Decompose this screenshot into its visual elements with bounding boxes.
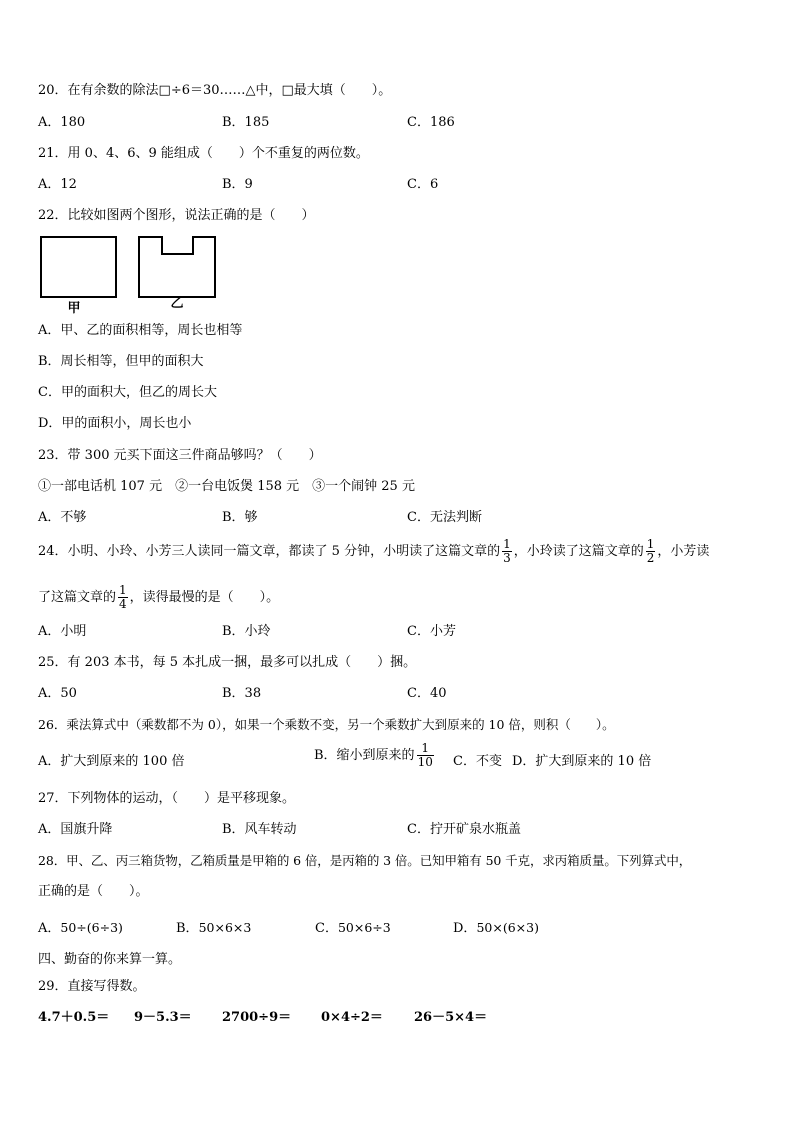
q24-fraction-1-den: 3: [503, 551, 511, 565]
q26-option-b-fraction: [417, 742, 434, 769]
q27-option-c[interactable]: C．拧开矿泉水瓶盖: [407, 822, 521, 837]
figure-jia-rectangle: [41, 237, 116, 297]
section-4-title: 四、勤奋的你来算一算。: [38, 952, 182, 967]
q26-fraction-den: 10: [417, 755, 433, 769]
q24-fraction-2-den: 2: [646, 551, 655, 565]
q23-option-a[interactable]: A．不够: [38, 510, 87, 525]
q28-option-a-label: A．: [38, 921, 61, 936]
q22-option-c[interactable]: C．甲的面积大，但乙的周长大: [38, 385, 217, 400]
q28-stem-line1: 28．甲、乙、丙三箱货物，乙箱质量是甲箱的 6 倍，是丙箱的 3 倍。已知甲箱有 50 千克，求丙箱质量。下列算式中，: [38, 853, 692, 868]
q26-fraction-num: 1: [417, 742, 434, 756]
q29-expression: 9－5.3＝: [134, 1010, 192, 1025]
q26-option-d[interactable]: D．扩大到原来的 10 倍: [512, 754, 652, 769]
q28-option-c-expr: 50×6÷3: [337, 920, 391, 935]
q20-option-a[interactable]: A．180: [38, 115, 86, 130]
q28-option-b[interactable]: [176, 919, 251, 938]
q24-option-b[interactable]: B．小玲: [222, 624, 271, 639]
q24-stem-part1: 24．小明、小玲、小芳三人读同一篇文章，都读了 5 分钟，小明读了这篇文章的: [38, 544, 501, 559]
q25-option-b[interactable]: B．38: [222, 686, 262, 701]
figure-jia-label: 甲: [67, 301, 81, 314]
q24-stem-part3: ，小芳读: [657, 544, 710, 559]
q28-option-b-label: B．: [176, 921, 199, 936]
q22-stem: 22．比较如图两个图形，说法正确的是（ ）: [38, 208, 315, 223]
q22-figure: [38, 232, 223, 314]
q22-option-a[interactable]: A．甲、乙的面积相等，周长也相等: [38, 323, 243, 338]
q28-option-a[interactable]: [38, 919, 123, 938]
figure-yi-label: 乙: [170, 296, 184, 311]
q28-stem-line2: 正确的是（ ）。: [38, 884, 149, 899]
q28-option-d-expr: 50×(6×3): [476, 920, 539, 935]
figure-yi-notched-shape: [139, 237, 215, 297]
q26-option-b-text: B．缩小到原来的: [314, 748, 415, 763]
q28-option-c[interactable]: [315, 919, 391, 938]
q28-option-d[interactable]: [453, 919, 539, 938]
q29-expression: 26－5×4＝: [414, 1010, 488, 1025]
q28-option-c-label: C．: [315, 921, 338, 936]
q22-option-b[interactable]: B．周长相等，但甲的面积大: [38, 354, 204, 369]
q28-option-b-expr: 50×6×3: [198, 920, 252, 935]
q24-stem-line2: [38, 583, 279, 613]
q24-fraction-2-num: 1: [646, 537, 655, 551]
q23-option-c[interactable]: C．无法判断: [407, 510, 482, 525]
q26-option-b[interactable]: [314, 741, 436, 771]
q23-items: ①一部电话机 107 元 ②一台电饭煲 158 元 ③一个闹钟 25 元: [38, 479, 415, 494]
q24-fraction-1-num: 1: [503, 537, 511, 551]
q20-stem: 20．在有余数的除法□÷6＝30……△中，□最大填（ ）。: [38, 83, 392, 98]
q22-option-d[interactable]: D．甲的面积小，周长也小: [38, 416, 192, 431]
q29-stem: 29．直接写得数。: [38, 979, 146, 994]
q24-fraction-3-num: 1: [119, 583, 127, 597]
q26-option-c[interactable]: C．不变: [453, 754, 502, 769]
q21-option-c[interactable]: C．6: [407, 177, 439, 192]
q24-fraction-3-den: 4: [119, 597, 127, 611]
q24-option-a[interactable]: A．小明: [38, 624, 87, 639]
q28-option-d-label: D．: [453, 921, 477, 936]
q23-stem: 23．带 300 元买下面这三件商品够吗？（ ）: [38, 448, 322, 463]
q21-stem: 21．用 0、4、6、9 能组成（ ）个不重复的两位数。: [38, 146, 369, 161]
q25-option-c[interactable]: C．40: [407, 686, 447, 701]
q24-option-c[interactable]: C．小芳: [407, 624, 456, 639]
q20-option-c[interactable]: C．186: [407, 115, 455, 130]
q25-stem: 25．有 203 本书，每 5 本扎成一捆，最多可以扎成（ ）捆。: [38, 655, 417, 670]
q28-option-a-expr: 50÷(6÷3): [60, 920, 123, 935]
q23-option-b[interactable]: B．够: [222, 510, 258, 525]
q24-fraction-3: [118, 584, 128, 611]
q24-stem-part2: ，小玲读了这篇文章的: [513, 544, 644, 559]
q24-stem-line1: [38, 537, 709, 567]
q24-fraction-2: [646, 538, 656, 565]
q24-stem-part5: ，读得最慢的是（ ）。: [129, 590, 280, 605]
q25-option-a[interactable]: A．50: [38, 686, 77, 701]
q26-option-a[interactable]: A．扩大到原来的 100 倍: [38, 754, 185, 769]
q29-expression: 0×4÷2＝: [321, 1010, 383, 1025]
q24-stem-part4: 了这篇文章的: [38, 590, 117, 605]
q27-stem: 27．下列物体的运动，（ ）是平移现象。: [38, 791, 296, 806]
q24-fraction-1: [502, 538, 512, 565]
q21-option-b[interactable]: B．9: [222, 177, 253, 192]
q27-option-b[interactable]: B．风车转动: [222, 822, 297, 837]
q20-option-b[interactable]: B．185: [222, 115, 270, 130]
q21-option-a[interactable]: A．12: [38, 177, 77, 192]
q26-stem: 26．乘法算式中（乘数都不为 0），如果一个乘数不变，另一个乘数扩大到原来的 10 倍，则积（ ）。: [38, 717, 615, 732]
q29-expression: 4.7＋0.5＝: [38, 1010, 110, 1025]
q29-expression: 2700÷9＝: [222, 1010, 292, 1025]
q27-option-a[interactable]: A．国旗升降: [38, 822, 113, 837]
